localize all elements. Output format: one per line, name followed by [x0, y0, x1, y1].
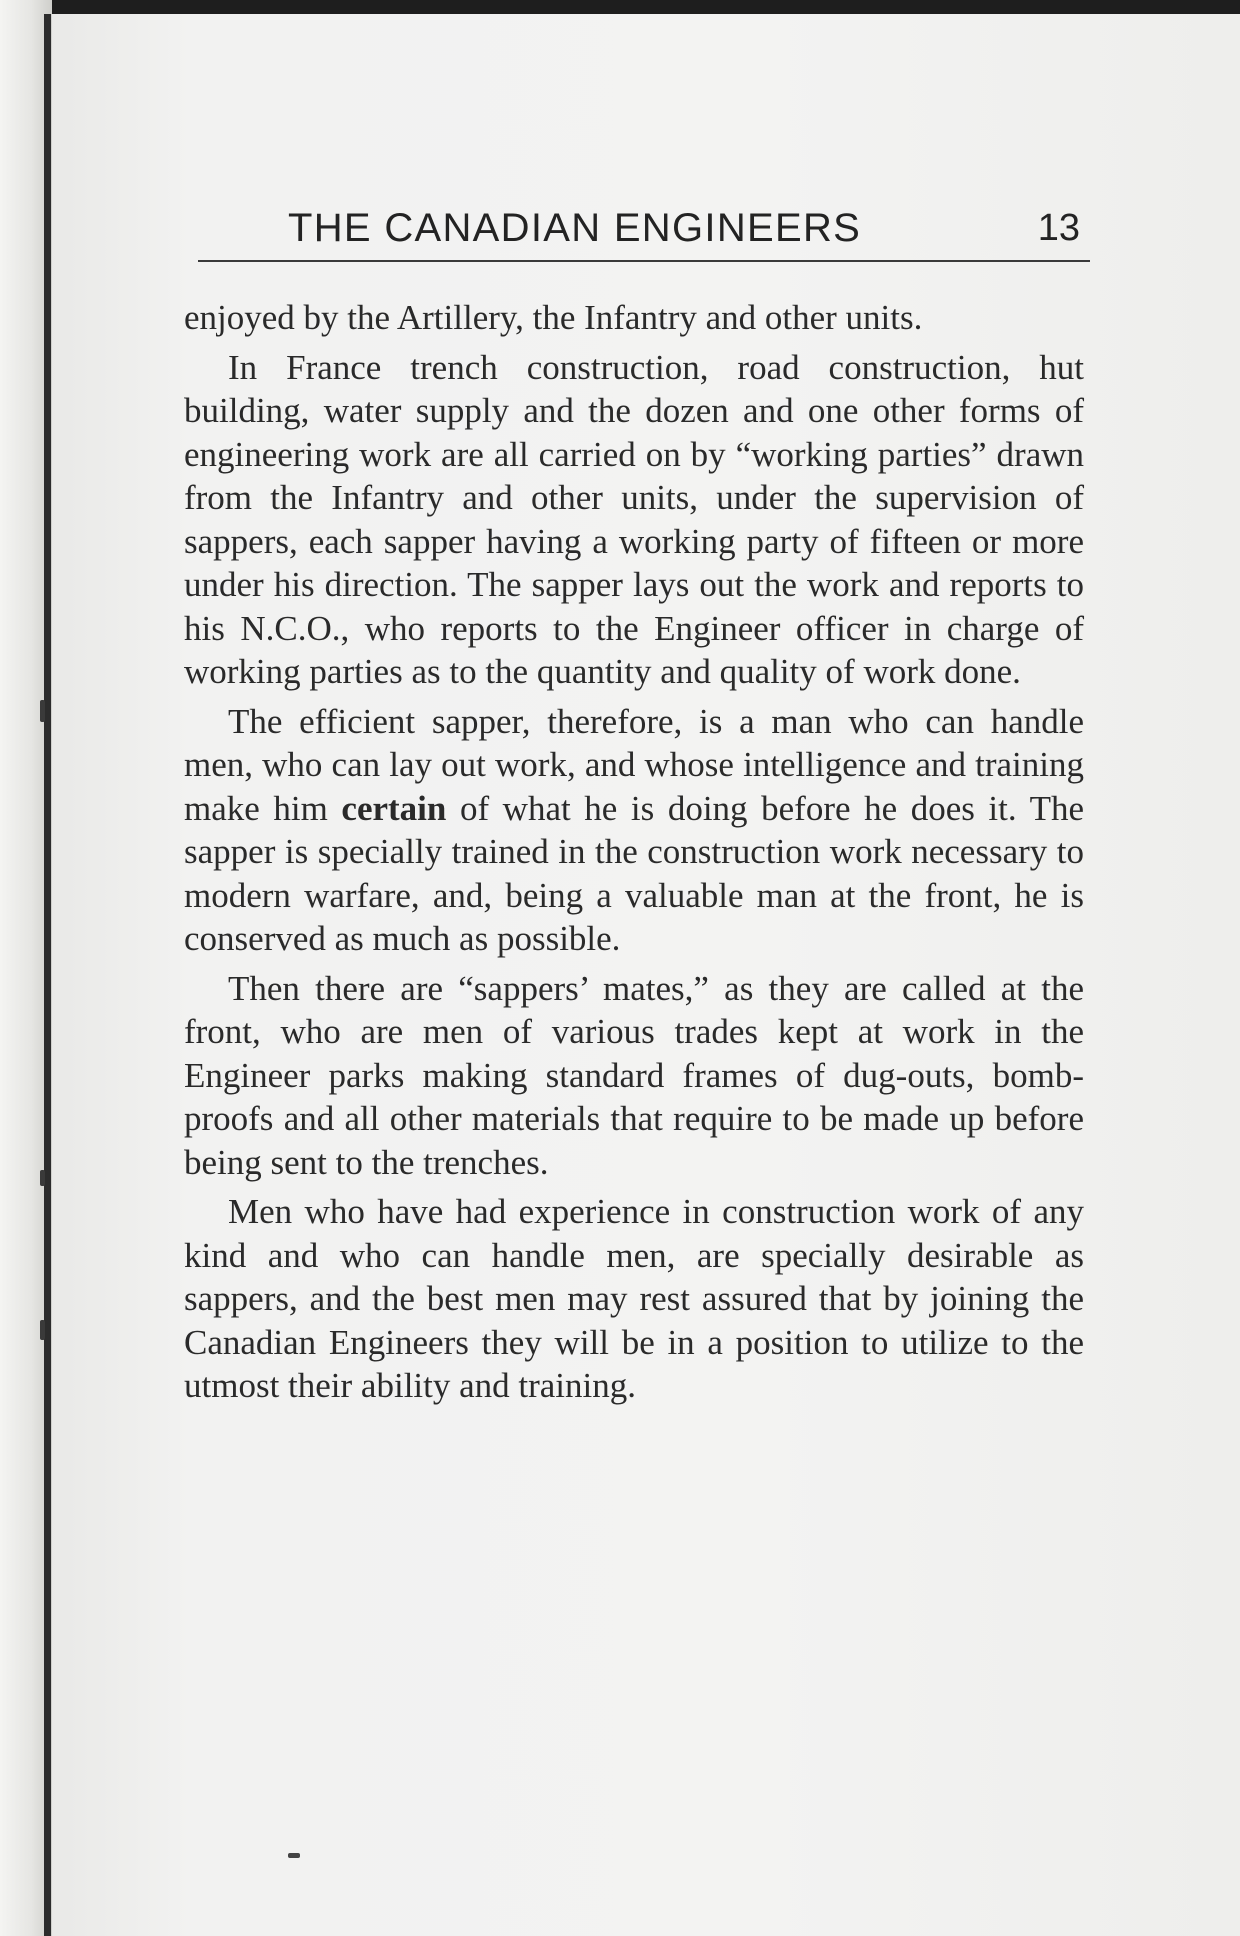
- paragraph-working-parties: In France trench construction, road construction, hut building, water supply and the dozen and one other forms of engineering work are all carried on by “working parties” drawn from the Infantry and other units, under the supervision of sappers, each sapper having a working party of fifteen or more under his direction. The sapper lays out the work and reports to his N.C.O., who reports to the Engineer officer in charge of working parties as to the quantity and quality of work done.: [184, 347, 1084, 691]
- margin-mark: [40, 1320, 45, 1340]
- paragraph-sappers-mates: Then there are “sappers’ mates,” as they are called at the front, who are men of various trades kept at work in the Engineer parks making standard frames of dug-outs, bomb-proofs and all other materials that require to be made up before being sent to the trenches.: [184, 968, 1084, 1182]
- paragraph-text: The efficient sapper, therefore, is a man who can handle men, who can lay out work, and whose intelligence and training make him: [184, 701, 1084, 828]
- header-title: THE CANADIAN ENGINEERS: [288, 206, 862, 250]
- paragraph-efficient-sapper: [184, 700, 1084, 961]
- scan-top-edge: [0, 0, 1240, 14]
- margin-mark: [40, 700, 45, 722]
- paragraph-text: of what he is doing before he does it. The sapper is specially trained in the construction work necessary to modern warfare, and, being a valuable man at the front, he is conserved as much as possible.: [184, 788, 1084, 958]
- emphasized-word: certain: [341, 788, 447, 828]
- paragraph-continuation: enjoyed by the Artillery, the Infantry and other units.: [184, 298, 923, 337]
- running-head: [198, 200, 1090, 262]
- page-number: 13: [1037, 207, 1080, 249]
- paragraph-desirable-men: Men who have had experience in construction work of any kind and who can handle men, are specially desirable as sappers, and the best men may rest assured that by joining the Canadian Engineers they will be in a position to utilize to the utmost their ability and training.: [184, 1192, 1084, 1405]
- margin-mark: [40, 1170, 45, 1186]
- body-text: [184, 296, 1084, 1414]
- binding-edge: [44, 14, 51, 1936]
- header-rule: [198, 260, 1090, 262]
- page-speck: [288, 1853, 300, 1858]
